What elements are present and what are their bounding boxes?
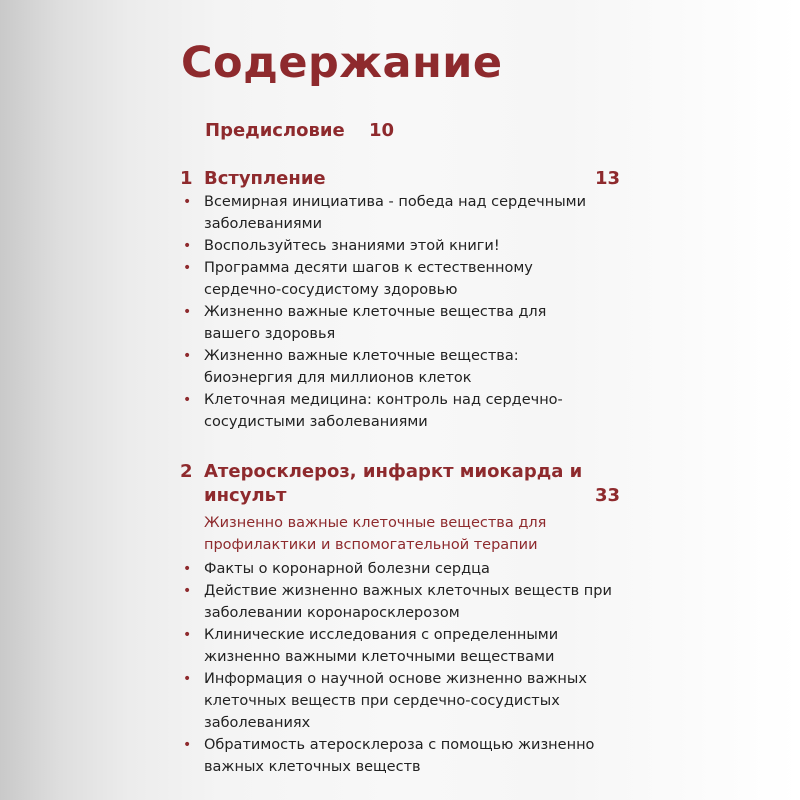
bullet-icon: •	[183, 561, 192, 577]
list-item: • Клинические исследования с определенными жизненно важными клеточными веществами	[180, 624, 624, 668]
bullet-icon: •	[183, 737, 192, 753]
list-item: • Программа десяти шагов к естественному сердечно-сосудистому здоровью	[180, 257, 604, 301]
preface-page-number: 10	[369, 120, 395, 141]
bullet-icon: •	[183, 304, 192, 320]
toc-preface	[205, 120, 394, 141]
chapter-heading	[180, 167, 620, 191]
list-item: • Информация о научной основе жизненно важных клеточных веществ при сердечно-сосудистых заболеваниях	[180, 668, 624, 734]
list-item: • Обратимость атеросклероза с помощью жизненно важных клеточных веществ	[180, 734, 624, 778]
chapter-page-number: 33	[594, 485, 620, 506]
chapter-number: 2	[180, 461, 193, 482]
preface-label: Предисловие	[205, 120, 345, 141]
list-item: • Факты о коронарной болезни сердца	[180, 558, 624, 580]
toc-chapter-2	[180, 460, 620, 778]
chapter-title: Вступление	[204, 168, 326, 189]
list-item: • Действие жизненно важных клеточных веществ при заболевании коронаросклерозом	[180, 580, 624, 624]
chapter-item-list	[180, 558, 620, 778]
bullet-icon: •	[183, 583, 192, 599]
toc-chapter-1	[180, 167, 620, 433]
list-item: • Всемирная инициатива - победа над сердечными заболеваниями	[180, 191, 604, 235]
bullet-icon: •	[183, 392, 192, 408]
bullet-icon: •	[183, 627, 192, 643]
bullet-icon: •	[183, 194, 192, 210]
chapter-heading	[180, 460, 620, 508]
chapter-item-list	[180, 191, 620, 433]
list-item: • Жизненно важные клеточные вещества: биоэнергия для миллионов клеток	[180, 345, 604, 389]
bullet-icon: •	[183, 238, 192, 254]
list-item: • Воспользуйтесь знаниями этой книги!	[180, 235, 604, 257]
bullet-icon: •	[183, 671, 192, 687]
list-item: • Жизненно важные клеточные вещества для вашего здоровья	[180, 301, 604, 345]
bullet-icon: •	[183, 348, 192, 364]
chapter-page-number: 13	[594, 168, 620, 189]
page-title: Содержание	[181, 38, 503, 88]
bullet-icon: •	[183, 260, 192, 276]
list-item: • Клеточная медицина: контроль над сердечно-сосудистыми заболеваниями	[180, 389, 604, 433]
chapter-subtitle: Жизненно важные клеточные вещества для профилактики и вспомогательной терапии	[204, 515, 547, 553]
chapter-number: 1	[180, 168, 193, 189]
chapter-title: Атеросклероз, инфаркт миокарда и инсульт	[204, 461, 583, 506]
